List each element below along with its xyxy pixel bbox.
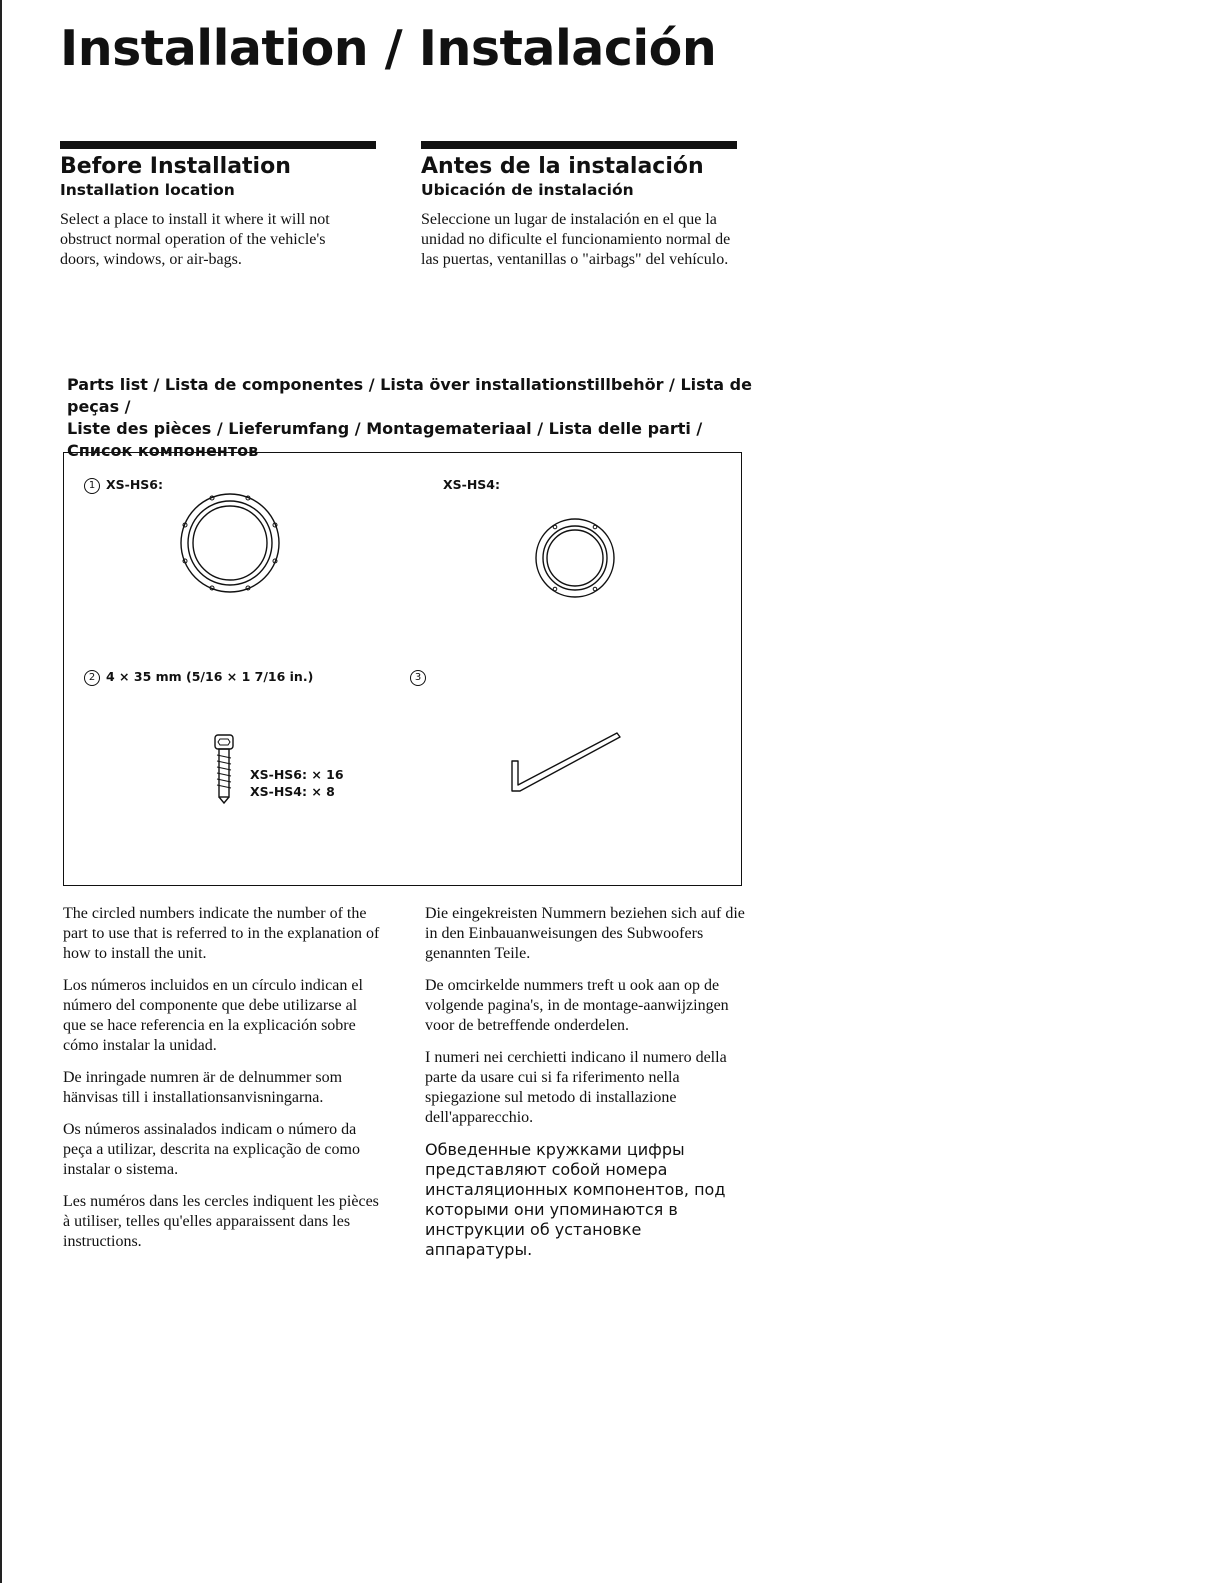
screw-icon xyxy=(212,733,236,805)
part-3-label xyxy=(410,669,432,686)
screw-qty-hs6: XS-HS6: × 16 xyxy=(250,767,344,782)
section-rule xyxy=(60,141,376,149)
notes-right-column xyxy=(425,904,745,1272)
section-rule xyxy=(421,141,737,149)
section-heading: Antes de la instalación xyxy=(421,154,704,179)
scan-edge xyxy=(0,0,2,1583)
note-paragraph: Die eingekreisten Nummern beziehen sich auf die in den Einbauanweisungen des Subwoofers genannten Teile. xyxy=(425,905,745,962)
part-dimensions: 4 × 35 mm (5/16 × 1 7/16 in.) xyxy=(106,669,314,684)
screw-qty-hs4: XS-HS4: × 8 xyxy=(250,784,335,799)
circled-number: 1 xyxy=(84,478,100,494)
note-paragraph: Обведенные кружками цифры представляют собой номера инсталяционных компонентов, под которыми они упоминаются в инструкции об установке аппаратуры. xyxy=(425,1140,726,1259)
section-antes-instalacion xyxy=(421,141,737,270)
part-1-label-hs4: XS-HS4: xyxy=(443,477,500,492)
note-paragraph: De omcirkelde nummers treft u ook aan op de volgende pagina's, in de montage-aanwijzingen voor de betreffende onderdelen. xyxy=(425,977,729,1034)
parts-heading-line: Parts list / Lista de componentes / Lista över installationstillbehör / Lista de peças / xyxy=(67,375,752,416)
parts-list-box xyxy=(63,452,742,886)
section-heading: Before Installation xyxy=(60,154,291,179)
note-paragraph: Los números incluidos en un círculo indican el número del componente que debe utilizarse al que se hace referencia en la explicación sobre cómo instalar la unidad. xyxy=(63,977,363,1054)
note-paragraph: De inringade numren är de delnummer som hänvisas till i installationsanvisningarna. xyxy=(63,1069,343,1106)
section-body: Select a place to install it where it will not obstruct normal operation of the vehicle's doors, windows, or air-bags. xyxy=(60,210,330,268)
note-paragraph: The circled numbers indicate the number of the part to use that is referred to in the explanation of how to install the unit. xyxy=(63,905,380,962)
circled-number: 3 xyxy=(410,670,426,686)
circled-number: 2 xyxy=(84,670,100,686)
parts-heading-line: Liste des pièces / Lieferumfang / Montagemateriaal / Lista delle parti / xyxy=(67,419,703,438)
page-title: Installation / Instalación xyxy=(60,20,717,77)
section-before-installation xyxy=(60,141,376,270)
note-paragraph: Os números assinalados indicam o número da peça a utilizar, descrita na explicação de como instalar o sistema. xyxy=(63,1121,360,1178)
part-1-label-hs6 xyxy=(84,477,163,494)
part-2-label xyxy=(84,669,313,686)
parts-heading-line: Список компонентов xyxy=(67,441,259,460)
speaker-ring-small-icon xyxy=(530,513,620,603)
note-paragraph: I numeri nei cerchietti indicano il numero della parte da usare cui si fa riferimento nella spiegazione sul metodo di installazione dell'apparecchio. xyxy=(425,1049,727,1126)
section-body: Seleccione un lugar de instalación en el que la unidad no dificulte el funcionamiento normal de las puertas, ventanillas o "airbags" del vehículo. xyxy=(421,210,731,268)
note-paragraph: Les numéros dans les cercles indiquent les pièces à utiliser, telles qu'elles apparaissent dans les instructions. xyxy=(63,1193,379,1250)
speaker-ring-large-icon xyxy=(172,483,292,603)
section-subheading: Ubicación de instalación xyxy=(421,181,634,200)
part-model: XS-HS6: xyxy=(106,477,163,492)
parts-list-heading xyxy=(67,374,787,462)
notes-left-column xyxy=(63,904,381,1264)
hex-wrench-icon xyxy=(508,729,624,797)
section-subheading: Installation location xyxy=(60,181,235,200)
